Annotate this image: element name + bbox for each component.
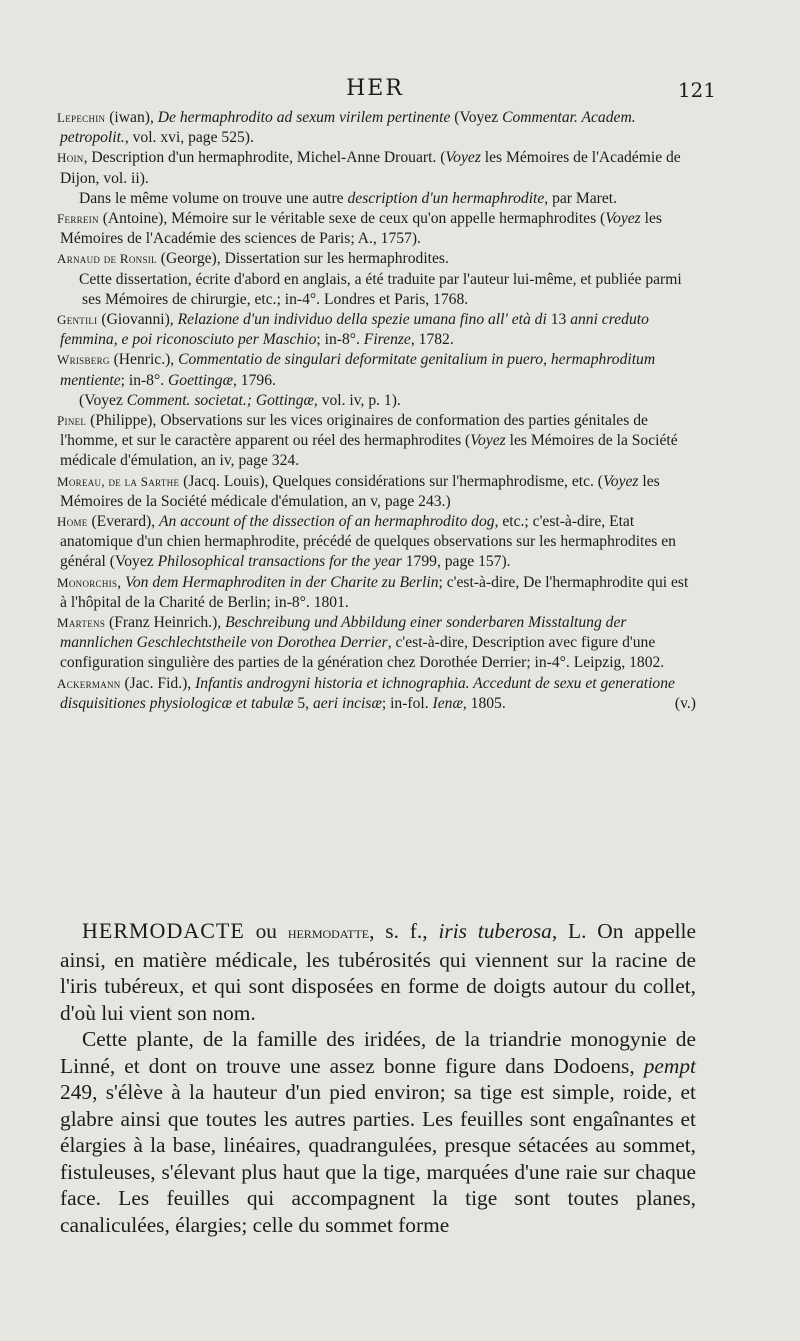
running-head: HER bbox=[346, 76, 404, 101]
bibliography-entry: Martens (Franz Heinrich.), Beschreibung und Abbildung einer sonderbaren Misstaltung der mannlichen Geschlechtstheile von Dorothea Derrier, c'est-à-dire, Description avec figure d'une configuration singulière des parties de la génération chez Dorothée Derrier; in-4°. Leipzig, 1802. bbox=[57, 614, 665, 672]
latin-name: iris tuberosa bbox=[438, 919, 552, 943]
bibliography-entry: Moreau, de la Sarthe (Jacq. Louis), Quelques considérations sur l'hermaphrodisme, etc. (Voyez les Mémoires de la Société médicale d'émulation, an v, page 243.) bbox=[57, 472, 660, 510]
entry-paragraph: Cette plante, de la famille des iridées, de la triandrie monogynie de Linné, et dont on trouve une assez bonne figure dans Dodoens, pempt 249, s'élève à la hauteur d'un pied environ; sa tige est simple, roide, et glabre ainsi que toutes les autres parties. Les feuilles sont engaînantes et élargies à la base, linéaires, quadrangulées, presque sétacées au sommet, fistuleuses, s'élevant plus haut que la tige, marquées d'une raie sur chaque face. Les feuilles qui accompagnent la tige sont toutes planes, canaliculées, élargies; celle du sommet forme bbox=[60, 1027, 696, 1237]
author-name: Home bbox=[57, 514, 88, 530]
bibliography-entry: Arnaud de Ronsil (George), Dissertation sur les hermaphrodites. bbox=[57, 250, 449, 268]
author-name: Ferrein bbox=[57, 211, 99, 227]
author-name: Moreau, de la Sarthe bbox=[57, 473, 180, 489]
headword: HERMODACTE bbox=[82, 918, 245, 943]
bibliography-entry: Hoin, Description d'un hermaphrodite, Michel-Anne Drouart. (Voyez les Mémoires de l'Académie de Dijon, vol. ii). bbox=[57, 149, 681, 187]
author-name: Pinel bbox=[57, 413, 87, 429]
bibliography-note: Cette dissertation, écrite d'abord en anglais, a été traduite par l'auteur lui-même, et publiée parmi ses Mémoires de chirurgie, etc.; in-4°. Londres et Paris, 1768. bbox=[79, 270, 682, 308]
work-title: De hermaphrodito ad sexum virilem pertinente bbox=[157, 109, 451, 126]
author-name: Arnaud de Ronsil bbox=[57, 251, 157, 267]
bibliography-entry: Gentili (Giovanni), Relazione d'un individuo della spezie umana fino all' età di 13 anni creduto femmina, e poi riconosciuto per Maschio; in-8°. Firenze, 1782. bbox=[57, 311, 649, 349]
author-name: Hoin bbox=[57, 150, 84, 166]
author-name: Lepechin bbox=[57, 110, 106, 125]
bibliography-entry: Pinel (Philippe), Observations sur les vices originaires de conformation des parties génitales de l'homme, et sur le caractère apparent ou réel des hermaphrodites (Voyez les Mémoires de la Société médicale d'émulation, an iv, page 324. bbox=[57, 412, 678, 470]
author-name: Monorchis bbox=[57, 574, 118, 590]
dictionary-entry bbox=[60, 918, 696, 1238]
author-name: Wrisberg bbox=[57, 352, 110, 368]
contributor-signature: (v.) bbox=[674, 694, 696, 712]
author-name: Ackermann bbox=[57, 675, 121, 691]
bibliography-entry: Home (Everard), An account of the dissection of an hermaphrodito dog, etc.; c'est-à-dire, Etat anatomique d'un chien hermaphrodite, précédé de quelques observations sur les hermaphrodites en général (Voyez Philosophical transactions for the year 1799, page 157). bbox=[57, 513, 676, 571]
running-header bbox=[60, 76, 716, 106]
alternate-headword: hermodatte bbox=[287, 923, 370, 942]
bibliography-list bbox=[57, 108, 696, 714]
author-name: Martens bbox=[57, 615, 106, 631]
bibliography-note: Dans le même volume on trouve une autre description d'un hermaphrodite, par Maret. bbox=[79, 189, 618, 207]
bibliography-entry: Ferrein (Antoine), Mémoire sur le véritable sexe de ceux qu'on appelle hermaphrodites (Voyez les Mémoires de l'Académie des sciences de Paris; A., 1757). bbox=[57, 210, 662, 248]
bibliography-entry: Wrisberg (Henric.), Commentatio de singulari deformitate genitalium in puero, hermaphroditum mentiente; in-8°. Goettingæ, 1796. bbox=[57, 351, 656, 389]
bibliography-note: (Voyez Comment. societat.; Gottingæ, vol. iv, p. 1). bbox=[79, 391, 401, 409]
entry-paragraph: HERMODACTE ou hermodatte, s. f., iris tuberosa, L. On appelle ainsi, en matière médicale, les tubérosités qui viennent sur la racine de l'iris tubéreux, et qui sont disposées en forme de doigts autour du collet, d'où lui vient son nom. bbox=[60, 918, 696, 1025]
author-name: Gentili bbox=[57, 312, 98, 328]
bibliography-entry: Monorchis, Von dem Hermaphroditen in der Charite zu Berlin; c'est-à-dire, De l'hermaphrodite qui est à l'hôpital de la Charité de Berlin; in-8°. 1801. bbox=[57, 573, 689, 611]
bibliography-entry: Lepechin (iwan), De hermaphrodito ad sexum virilem pertinente (Voyez Commentar. Academ. petropolit., vol. xvi, page 525). bbox=[57, 109, 636, 147]
bibliography-entry: Ackermann (Jac. Fid.), Infantis androgyni historia et ichnographia. Accedunt de sexu et generatione disquisitiones physiologicæ et tabulæ 5, aeri incisæ; in-fol. Ienæ, 1805. (v.) bbox=[60, 674, 696, 714]
page-number: 121 bbox=[677, 78, 716, 102]
